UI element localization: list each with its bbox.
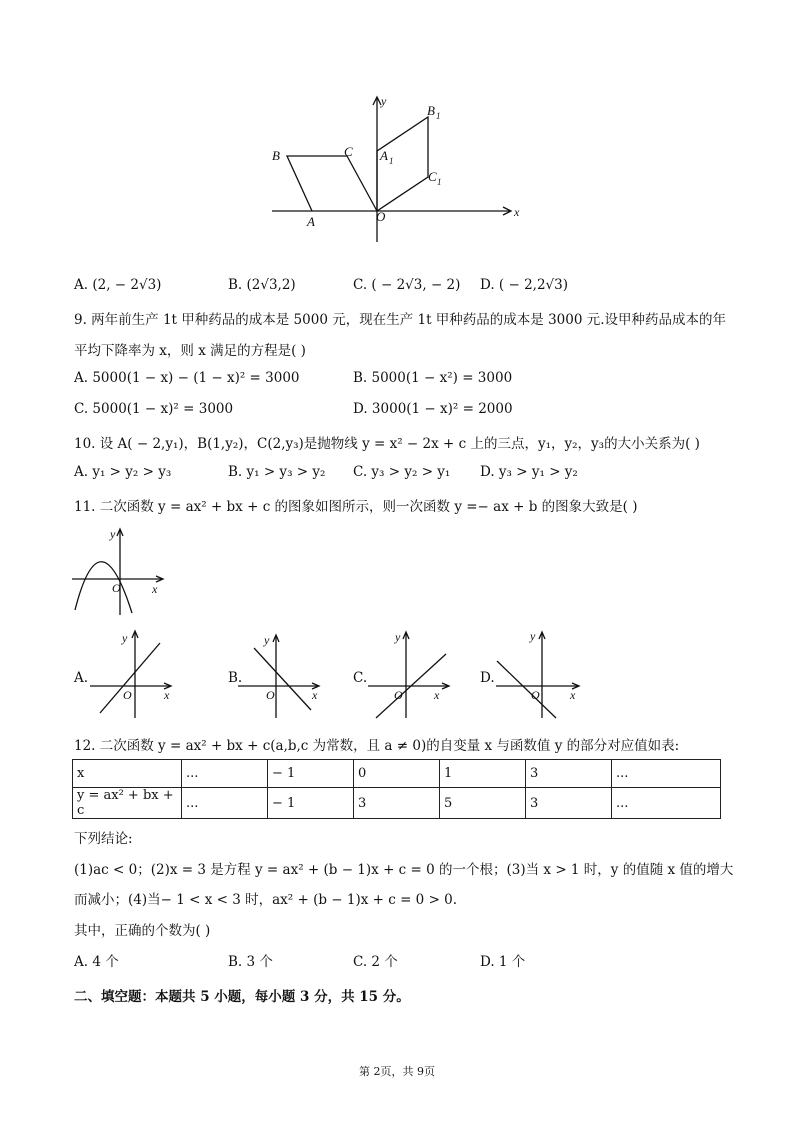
q10-option-d: D. y₃ > y₁ > y₂ xyxy=(480,464,578,480)
table-cell: x xyxy=(73,760,182,788)
q8-label-B1-sub: 1 xyxy=(436,111,441,121)
table-cell: 3 xyxy=(526,760,612,788)
q8-label-A1: A xyxy=(380,148,388,163)
q9-option-b: B. 5000(1 − x²) = 3000 xyxy=(353,370,513,386)
q11-b-label-y: y xyxy=(264,633,270,647)
table-cell: − 1 xyxy=(268,788,354,819)
q12-conclusions-line1: (1)ac < 0；(2)x = 3 是方程 y = ax² + (b − 1)x + c = 0 的一个根；(3)当 x > 1 时，y 的值随 x 值的增大 xyxy=(74,862,734,878)
table-cell: ... xyxy=(182,788,268,819)
q12-stem: 12. 二次函数 y = ax² + bx + c(a,b,c 为常数，且 a ≠ 0)的自变量 x 与函数值 y 的部分对应值如表: xyxy=(74,738,680,754)
q8-label-x: x xyxy=(514,205,520,219)
q8-label-A1-sub: 1 xyxy=(389,156,394,166)
q9-option-c: C. 5000(1 − x)² = 3000 xyxy=(74,401,234,417)
q12-option-a: A. 4 个 xyxy=(74,954,119,970)
q12-option-d: D. 1 个 xyxy=(480,954,526,970)
q12-intro: 下列结论: xyxy=(74,831,133,847)
q10-option-b: B. y₁ > y₃ > y₂ xyxy=(228,464,326,480)
q10-stem: 10. 设 A( − 2,y₁)，B(1,y₂)，C(2,y₃)是抛物线 y = x² − 2x + c 上的三点，y₁，y₂，y₃的大小关系为( ) xyxy=(74,436,700,452)
table-row xyxy=(73,760,721,788)
q8-label-C: C xyxy=(344,144,353,159)
q10-option-a: A. y₁ > y₂ > y₃ xyxy=(74,464,172,480)
table-cell: 3 xyxy=(354,788,440,819)
q11-option-b-graph xyxy=(236,628,328,720)
q11-option-a-label: A. xyxy=(74,670,89,686)
q9-stem-line1: 9. 两年前生产 1t 甲种药品的成本是 5000 元，现在生产 1t 甲种药品的成本是 3000 元.设甲种药品成本的年 xyxy=(74,312,727,328)
table-cell: 1 xyxy=(440,760,526,788)
q11-d-label-o: O xyxy=(531,688,540,702)
q11-d-label-x: x xyxy=(570,688,576,702)
q11-c-label-y: y xyxy=(395,630,401,644)
q8-option-b: B. (2√3,2) xyxy=(228,277,296,293)
q11-a-label-o: O xyxy=(123,688,132,702)
q8-option-a: A. (2, − 2√3) xyxy=(74,277,162,293)
q11-stem: 11. 二次函数 y = ax² + bx + c 的图象如图所示，则一次函数 y =− ax + b 的图象大致是( ) xyxy=(74,499,638,515)
q11-main-label-x: x xyxy=(152,582,158,596)
q8-figure xyxy=(262,92,537,244)
q11-option-c-graph xyxy=(366,628,458,720)
q9-option-a: A. 5000(1 − x) − (1 − x)² = 3000 xyxy=(74,370,300,386)
q8-rotated-parallelogram xyxy=(377,117,428,211)
q11-option-d-graph xyxy=(494,628,586,720)
q11-b-label-x: x xyxy=(312,688,318,702)
q12-option-b: B. 3 个 xyxy=(228,954,273,970)
q8-label-B: B xyxy=(272,148,280,163)
q11-c-label-x: x xyxy=(434,688,440,702)
table-row xyxy=(73,788,721,819)
q12-conclusions-line2: 而减小；(4)当− 1 < x < 3 时，ax² + (b − 1)x + c = 0 > 0. xyxy=(74,892,458,908)
q11-option-b-label: B. xyxy=(228,670,243,686)
q11-option-c-label: C. xyxy=(353,670,368,686)
q11-main-label-y: y xyxy=(110,527,116,541)
q11-main-label-o: O xyxy=(112,581,121,595)
q8-label-A: A xyxy=(307,214,315,229)
q11-a-line xyxy=(100,643,160,713)
q11-d-line xyxy=(497,661,556,718)
q12-value-table xyxy=(72,759,721,819)
q8-label-y: y xyxy=(381,94,387,108)
q8-option-c: C. ( − 2√3, − 2) xyxy=(353,277,461,293)
section-heading-fill-in: 二、填空题：本题共 5 小题，每小题 3 分，共 15 分。 xyxy=(74,989,410,1005)
q11-option-a-graph xyxy=(88,628,180,720)
table-cell: 0 xyxy=(354,760,440,788)
q8-label-C1-sub: 1 xyxy=(437,177,442,187)
q9-option-d: D. 3000(1 − x)² = 2000 xyxy=(353,401,513,417)
q10-option-c: C. y₃ > y₂ > y₁ xyxy=(353,464,451,480)
q12-question: 其中，正确的个数为( ) xyxy=(74,923,211,939)
q11-option-d-label: D. xyxy=(480,670,495,686)
q11-parabola-figure xyxy=(70,527,170,615)
table-cell: ... xyxy=(182,760,268,788)
q8-label-C1: C xyxy=(428,169,437,184)
table-cell: ... xyxy=(612,788,721,819)
q8-option-d: D. ( − 2,2√3) xyxy=(480,277,569,293)
table-cell: ... xyxy=(612,760,721,788)
q11-a-label-x: x xyxy=(164,688,170,702)
q11-c-label-o: O xyxy=(394,688,403,702)
table-cell: 5 xyxy=(440,788,526,819)
q8-label-B1: B xyxy=(427,103,435,118)
table-cell: y = ax² + bx + c xyxy=(73,788,182,819)
q8-parallelogram xyxy=(287,156,377,211)
q9-stem-line2: 平均下降率为 x，则 x 满足的方程是( ) xyxy=(74,343,306,359)
q8-label-O: O xyxy=(376,209,386,224)
q11-b-line xyxy=(254,648,311,710)
table-cell: 3 xyxy=(526,788,612,819)
table-cell: − 1 xyxy=(268,760,354,788)
page-number: 第 2页，共 9页 xyxy=(359,1065,435,1078)
q12-option-c: C. 2 个 xyxy=(353,954,398,970)
q11-a-label-y: y xyxy=(122,631,128,645)
q11-b-label-o: O xyxy=(266,688,275,702)
q11-parabola xyxy=(75,562,132,613)
q11-d-label-y: y xyxy=(530,629,536,643)
